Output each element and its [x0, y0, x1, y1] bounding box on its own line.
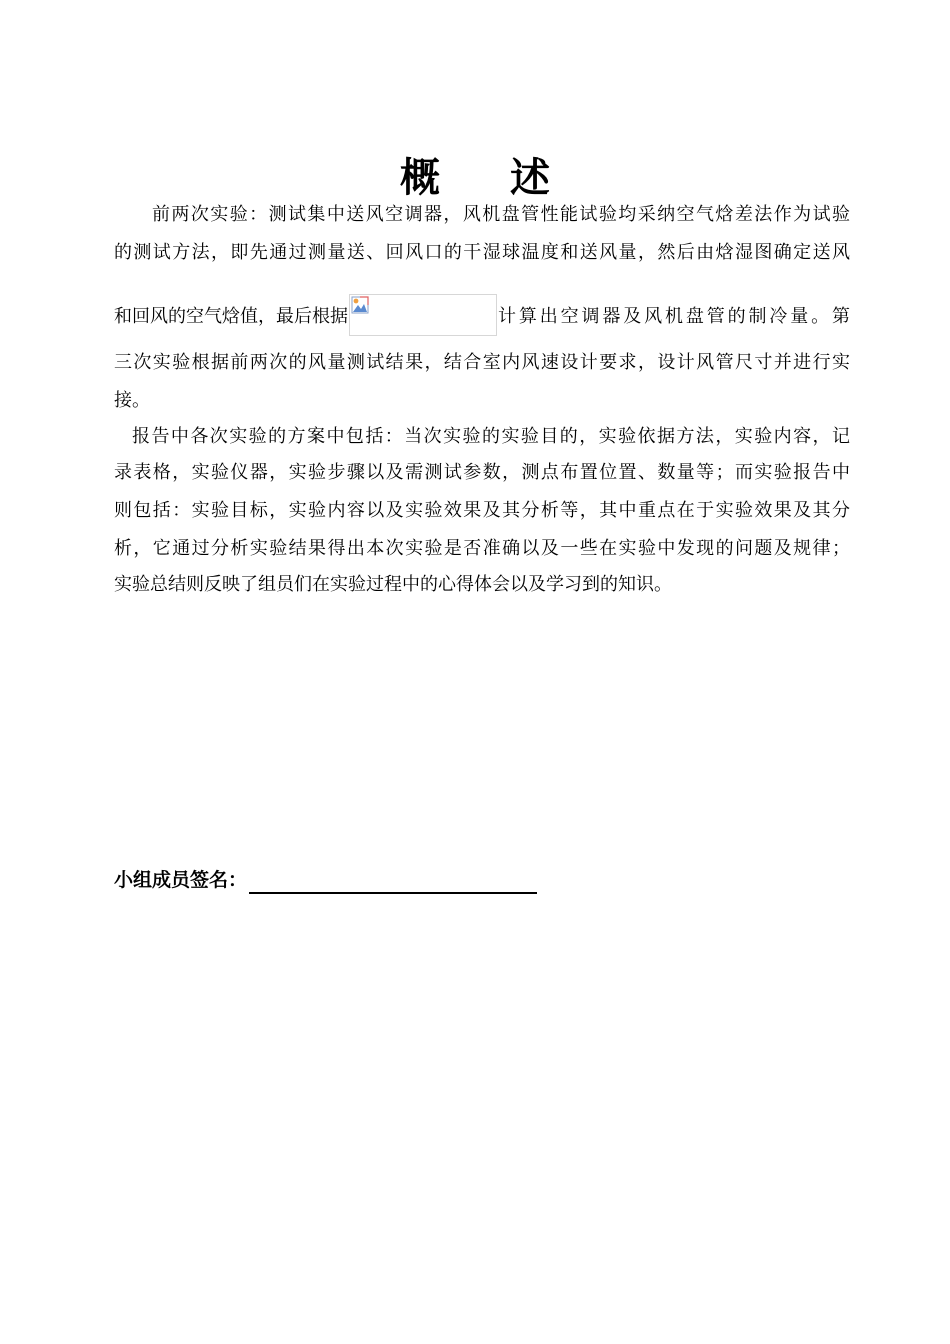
signature-field[interactable] — [249, 870, 537, 894]
paragraph2-line2-text: 录表格，实验仪器，实验步骤以及需测试参数，测点布置位置、数量等；而实验报告中 — [114, 462, 850, 483]
paragraph2-line3 — [114, 498, 850, 524]
formula-image-placeholder — [349, 294, 497, 336]
paragraph1-line5 — [114, 388, 850, 414]
paragraph1-line5-text: 接。 — [114, 390, 150, 411]
paragraph2-line1-text: 报告中各次实验的方案中包括：当次实验的实验目的，实验依据方法，实验内容，记 — [132, 426, 850, 447]
paragraph1-line4-text: 三次实验根据前两次的风量测试结果，结合室内风速设计要求，设计风管尺寸并进行实 — [114, 352, 850, 373]
paragraph1-line2-text: 的测试方法，即先通过测量送、回风口的干湿球温度和送风量，然后由焓湿图确定送风 — [114, 242, 850, 263]
paragraph1-line3 — [114, 292, 850, 336]
paragraph2-line5 — [114, 572, 850, 598]
signature-label: 小组成员签名： — [114, 869, 248, 891]
paragraph1-line1-text: 前两次实验：测试集中送风空调器，风机盘管性能试验均采纳空气焓差法作为试验 — [152, 204, 850, 225]
paragraph1-line3-before: 和回风的空气焓值，最后根据 — [114, 306, 348, 327]
paragraph1-line3-after: 计算出空调器及风机盘管的制冷量。第 — [498, 306, 850, 327]
paragraph2-line3-text: 则包括：实验目标，实验内容以及实验效果及其分析等，其中重点在于实验效果及其分 — [114, 500, 850, 521]
paragraph1-line2 — [114, 240, 850, 266]
page-title: 概 述 — [400, 155, 578, 201]
signature-row — [114, 866, 537, 894]
paragraph2-line4-text: 析，它通过分析实验结果得出本次实验是否准确以及一些在实验中发现的问题及规律； — [114, 538, 850, 559]
broken-image-icon — [351, 296, 369, 314]
paragraph2-line5-text: 实验总结则反映了组员们在实验过程中的心得体会以及学习到的知识。 — [114, 574, 672, 595]
paragraph2-line1 — [114, 424, 850, 450]
paragraph1-line4 — [114, 350, 850, 376]
paragraph1-line1 — [114, 202, 850, 228]
paragraph2-line2 — [114, 460, 850, 486]
paragraph2-line4 — [114, 536, 850, 562]
